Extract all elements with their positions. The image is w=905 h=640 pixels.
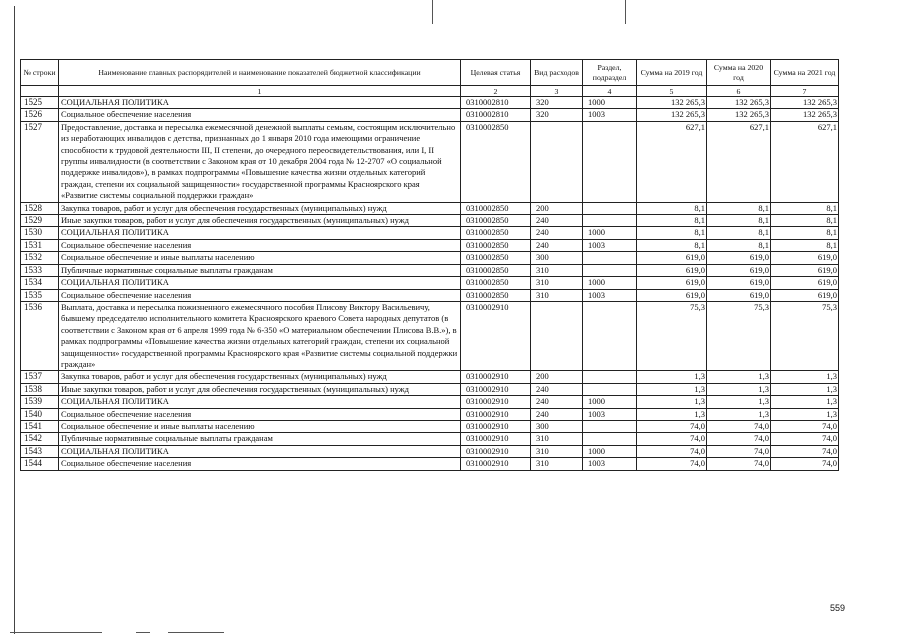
table-row xyxy=(21,202,839,214)
target-article-cell: 0310002850 xyxy=(461,239,531,251)
section-cell: 1000 xyxy=(583,445,637,457)
column-number: 1 xyxy=(59,86,461,97)
expense-type-cell: 310 xyxy=(531,458,583,470)
expense-type-cell xyxy=(531,121,583,202)
sum-2020-cell: 8,1 xyxy=(707,239,771,251)
section-cell xyxy=(583,264,637,276)
sum-2021-cell: 619,0 xyxy=(771,264,839,276)
sum-2019-cell: 1,3 xyxy=(637,396,707,408)
column-number-row xyxy=(21,86,839,97)
sum-2021-cell: 8,1 xyxy=(771,215,839,227)
section-cell xyxy=(583,433,637,445)
target-article-cell: 0310002910 xyxy=(461,371,531,383)
table-row xyxy=(21,264,839,276)
table-row xyxy=(21,215,839,227)
row-number-cell: 1525 xyxy=(21,97,59,109)
sum-2019-cell: 8,1 xyxy=(637,239,707,251)
section-cell xyxy=(583,371,637,383)
row-number-cell: 1540 xyxy=(21,408,59,420)
row-name-cell: Выплата, доставка и пересылка пожизненного ежемесячного пособия Плисову Виктору Васильевичу, бывшему председателю исполнительного комитета Красноярского краевого Совета народных депутатов (в соответствии с Законом края от 6 апреля 1999 года № 6-350 «О материальном обеспечении Плисова В.В.»), в рамках подпрограммы «Повышение качества жизни отдельных категорий граждан, степени их социальной защищенности» государственной программы Красноярского края «Развитие системы социальной поддержки граждан» xyxy=(59,301,461,370)
sum-2019-cell: 619,0 xyxy=(637,277,707,289)
budget-table xyxy=(20,59,839,471)
header-type: Вид расходов xyxy=(531,60,583,86)
sum-2020-cell: 619,0 xyxy=(707,277,771,289)
row-number-cell: 1539 xyxy=(21,396,59,408)
row-number-cell: 1526 xyxy=(21,109,59,121)
sum-2020-cell: 1,3 xyxy=(707,383,771,395)
target-article-cell: 0310002910 xyxy=(461,420,531,432)
expense-type-cell: 240 xyxy=(531,408,583,420)
sum-2021-cell: 74,0 xyxy=(771,458,839,470)
sum-2020-cell: 1,3 xyxy=(707,371,771,383)
target-article-cell: 0310002850 xyxy=(461,289,531,301)
table-header-row xyxy=(21,60,839,86)
sum-2021-cell: 74,0 xyxy=(771,420,839,432)
column-number: 4 xyxy=(583,86,637,97)
sum-2019-cell: 74,0 xyxy=(637,433,707,445)
sum-2019-cell: 132 265,3 xyxy=(637,109,707,121)
expense-type-cell: 240 xyxy=(531,396,583,408)
sum-2019-cell: 132 265,3 xyxy=(637,97,707,109)
sum-2020-cell: 75,3 xyxy=(707,301,771,370)
section-cell xyxy=(583,252,637,264)
table-row xyxy=(21,383,839,395)
table-row xyxy=(21,445,839,457)
table-row xyxy=(21,97,839,109)
expense-type-cell: 310 xyxy=(531,445,583,457)
row-name-cell: Социальное обеспечение и иные выплаты населению xyxy=(59,252,461,264)
section-cell: 1000 xyxy=(583,227,637,239)
target-article-cell: 0310002850 xyxy=(461,121,531,202)
sum-2020-cell: 619,0 xyxy=(707,252,771,264)
expense-type-cell: 310 xyxy=(531,289,583,301)
table-row xyxy=(21,371,839,383)
row-name-cell: Социальное обеспечение населения xyxy=(59,289,461,301)
row-name-cell: Социальное обеспечение населения xyxy=(59,408,461,420)
sum-2020-cell: 1,3 xyxy=(707,408,771,420)
sum-2021-cell: 1,3 xyxy=(771,371,839,383)
sum-2020-cell: 74,0 xyxy=(707,420,771,432)
expense-type-cell: 310 xyxy=(531,433,583,445)
row-name-cell: Социальное обеспечение и иные выплаты населению xyxy=(59,420,461,432)
column-number: 6 xyxy=(707,86,771,97)
section-cell xyxy=(583,301,637,370)
sum-2019-cell: 619,0 xyxy=(637,264,707,276)
section-cell xyxy=(583,215,637,227)
header-name: Наименование главных распорядителей и наименование показателей бюджетной классификации xyxy=(59,60,461,86)
scan-edge-line xyxy=(14,6,15,634)
section-cell: 1003 xyxy=(583,458,637,470)
section-cell: 1000 xyxy=(583,277,637,289)
sum-2019-cell: 1,3 xyxy=(637,408,707,420)
row-name-cell: Публичные нормативные социальные выплаты гражданам xyxy=(59,433,461,445)
header-sum-2021: Сумма на 2021 год xyxy=(771,60,839,86)
row-number-cell: 1537 xyxy=(21,371,59,383)
section-cell: 1003 xyxy=(583,289,637,301)
column-number: 2 xyxy=(461,86,531,97)
sum-2021-cell: 75,3 xyxy=(771,301,839,370)
sum-2020-cell: 74,0 xyxy=(707,433,771,445)
target-article-cell: 0310002850 xyxy=(461,264,531,276)
table-row xyxy=(21,227,839,239)
sum-2019-cell: 8,1 xyxy=(637,215,707,227)
table-row xyxy=(21,239,839,251)
table-row xyxy=(21,396,839,408)
header-sum-2019: Сумма на 2019 год xyxy=(637,60,707,86)
expense-type-cell: 200 xyxy=(531,371,583,383)
sum-2019-cell: 619,0 xyxy=(637,252,707,264)
row-name-cell: СОЦИАЛЬНАЯ ПОЛИТИКА xyxy=(59,396,461,408)
section-cell xyxy=(583,383,637,395)
sum-2020-cell: 1,3 xyxy=(707,396,771,408)
column-number xyxy=(21,86,59,97)
footer-rule xyxy=(168,632,224,633)
sum-2019-cell: 1,3 xyxy=(637,383,707,395)
row-number-cell: 1536 xyxy=(21,301,59,370)
expense-type-cell: 240 xyxy=(531,215,583,227)
section-cell: 1000 xyxy=(583,396,637,408)
section-cell xyxy=(583,420,637,432)
row-number-cell: 1544 xyxy=(21,458,59,470)
table-row xyxy=(21,121,839,202)
target-article-cell: 0310002850 xyxy=(461,202,531,214)
row-name-cell: Социальное обеспечение населения xyxy=(59,458,461,470)
row-name-cell: Закупка товаров, работ и услуг для обеспечения государственных (муниципальных) нужд xyxy=(59,202,461,214)
sum-2020-cell: 619,0 xyxy=(707,264,771,276)
sum-2021-cell: 132 265,3 xyxy=(771,109,839,121)
table-row xyxy=(21,408,839,420)
row-name-cell: Социальное обеспечение населения xyxy=(59,239,461,251)
sum-2021-cell: 619,0 xyxy=(771,277,839,289)
target-article-cell: 0310002850 xyxy=(461,227,531,239)
sum-2020-cell: 132 265,3 xyxy=(707,97,771,109)
sum-2020-cell: 619,0 xyxy=(707,289,771,301)
row-number-cell: 1542 xyxy=(21,433,59,445)
sum-2020-cell: 132 265,3 xyxy=(707,109,771,121)
sum-2019-cell: 619,0 xyxy=(637,289,707,301)
sum-2020-cell: 8,1 xyxy=(707,202,771,214)
row-number-cell: 1531 xyxy=(21,239,59,251)
section-cell: 1003 xyxy=(583,239,637,251)
sum-2020-cell: 8,1 xyxy=(707,227,771,239)
expense-type-cell: 310 xyxy=(531,277,583,289)
expense-type-cell xyxy=(531,301,583,370)
row-number-cell: 1533 xyxy=(21,264,59,276)
sum-2021-cell: 1,3 xyxy=(771,383,839,395)
target-article-cell: 0310002910 xyxy=(461,383,531,395)
footer-rule xyxy=(136,632,150,633)
section-cell: 1003 xyxy=(583,408,637,420)
footer-rule xyxy=(10,632,102,633)
table-row xyxy=(21,277,839,289)
expense-type-cell: 300 xyxy=(531,252,583,264)
target-article-cell: 0310002910 xyxy=(461,445,531,457)
row-name-cell: СОЦИАЛЬНАЯ ПОЛИТИКА xyxy=(59,97,461,109)
row-name-cell: Публичные нормативные социальные выплаты гражданам xyxy=(59,264,461,276)
scan-tick-mark xyxy=(432,0,433,24)
row-number-cell: 1532 xyxy=(21,252,59,264)
row-name-cell: Предоставление, доставка и пересылка ежемесячной денежной выплаты семьям, состоящим исключительно из неработающих инвалидов с детства, признанных до 1 января 2010 года имеющими ограничение способности к трудовой деятельности III, II степени, до очередного переосвидетельствования, или I, II группы инвалидности (в соответствии с Законом края от 10 декабря 2004 года № 12-2707 «О социальной поддержке инвалидов»), в рамках подпрограммы «Повышение качества жизни отдельных категорий граждан, степени их социальной защищенности» государственной программы Красноярского края «Развитие системы социальной поддержки граждан» xyxy=(59,121,461,202)
row-number-cell: 1535 xyxy=(21,289,59,301)
sum-2020-cell: 627,1 xyxy=(707,121,771,202)
target-article-cell: 0310002810 xyxy=(461,109,531,121)
row-name-cell: Социальное обеспечение населения xyxy=(59,109,461,121)
column-number: 3 xyxy=(531,86,583,97)
expense-type-cell: 240 xyxy=(531,227,583,239)
sum-2019-cell: 1,3 xyxy=(637,371,707,383)
expense-type-cell: 310 xyxy=(531,264,583,276)
target-article-cell: 0310002910 xyxy=(461,408,531,420)
row-number-cell: 1528 xyxy=(21,202,59,214)
sum-2019-cell: 75,3 xyxy=(637,301,707,370)
table-row xyxy=(21,458,839,470)
table-row xyxy=(21,289,839,301)
section-cell: 1003 xyxy=(583,109,637,121)
table-row xyxy=(21,252,839,264)
header-code: Целевая статья xyxy=(461,60,531,86)
target-article-cell: 0310002910 xyxy=(461,301,531,370)
sum-2021-cell: 627,1 xyxy=(771,121,839,202)
target-article-cell: 0310002910 xyxy=(461,433,531,445)
expense-type-cell: 320 xyxy=(531,109,583,121)
row-name-cell: Иные закупки товаров, работ и услуг для обеспечения государственных (муниципальных) нужд xyxy=(59,383,461,395)
target-article-cell: 0310002910 xyxy=(461,396,531,408)
table-row xyxy=(21,301,839,370)
page-number: 559 xyxy=(829,603,845,613)
sum-2020-cell: 74,0 xyxy=(707,458,771,470)
row-name-cell: СОЦИАЛЬНАЯ ПОЛИТИКА xyxy=(59,445,461,457)
sum-2019-cell: 74,0 xyxy=(637,420,707,432)
target-article-cell: 0310002850 xyxy=(461,252,531,264)
row-name-cell: СОЦИАЛЬНАЯ ПОЛИТИКА xyxy=(59,227,461,239)
target-article-cell: 0310002850 xyxy=(461,277,531,289)
row-name-cell: Иные закупки товаров, работ и услуг для обеспечения государственных (муниципальных) нужд xyxy=(59,215,461,227)
row-number-cell: 1541 xyxy=(21,420,59,432)
row-number-cell: 1530 xyxy=(21,227,59,239)
sum-2019-cell: 627,1 xyxy=(637,121,707,202)
sum-2019-cell: 74,0 xyxy=(637,458,707,470)
sum-2020-cell: 8,1 xyxy=(707,215,771,227)
scan-tick-mark xyxy=(625,0,626,24)
sum-2021-cell: 8,1 xyxy=(771,239,839,251)
expense-type-cell: 300 xyxy=(531,420,583,432)
sum-2021-cell: 74,0 xyxy=(771,445,839,457)
table-row xyxy=(21,109,839,121)
target-article-cell: 0310002850 xyxy=(461,215,531,227)
sum-2021-cell: 1,3 xyxy=(771,396,839,408)
section-cell xyxy=(583,121,637,202)
sum-2021-cell: 74,0 xyxy=(771,433,839,445)
row-name-cell: СОЦИАЛЬНАЯ ПОЛИТИКА xyxy=(59,277,461,289)
table-row xyxy=(21,433,839,445)
row-number-cell: 1527 xyxy=(21,121,59,202)
column-number: 7 xyxy=(771,86,839,97)
sum-2020-cell: 74,0 xyxy=(707,445,771,457)
sum-2021-cell: 8,1 xyxy=(771,227,839,239)
sum-2019-cell: 8,1 xyxy=(637,227,707,239)
section-cell xyxy=(583,202,637,214)
table-row xyxy=(21,420,839,432)
target-article-cell: 0310002910 xyxy=(461,458,531,470)
column-number: 5 xyxy=(637,86,707,97)
header-row-num: № строки xyxy=(21,60,59,86)
expense-type-cell: 320 xyxy=(531,97,583,109)
sum-2021-cell: 619,0 xyxy=(771,289,839,301)
sum-2019-cell: 74,0 xyxy=(637,445,707,457)
row-number-cell: 1534 xyxy=(21,277,59,289)
section-cell: 1000 xyxy=(583,97,637,109)
row-number-cell: 1529 xyxy=(21,215,59,227)
target-article-cell: 0310002810 xyxy=(461,97,531,109)
expense-type-cell: 240 xyxy=(531,239,583,251)
header-sum-2020: Сумма на 2020 год xyxy=(707,60,771,86)
sum-2021-cell: 1,3 xyxy=(771,408,839,420)
expense-type-cell: 200 xyxy=(531,202,583,214)
sum-2021-cell: 132 265,3 xyxy=(771,97,839,109)
row-number-cell: 1543 xyxy=(21,445,59,457)
header-section: Раздел, подраздел xyxy=(583,60,637,86)
expense-type-cell: 240 xyxy=(531,383,583,395)
sum-2021-cell: 8,1 xyxy=(771,202,839,214)
row-name-cell: Закупка товаров, работ и услуг для обеспечения государственных (муниципальных) нужд xyxy=(59,371,461,383)
row-number-cell: 1538 xyxy=(21,383,59,395)
sum-2019-cell: 8,1 xyxy=(637,202,707,214)
sum-2021-cell: 619,0 xyxy=(771,252,839,264)
